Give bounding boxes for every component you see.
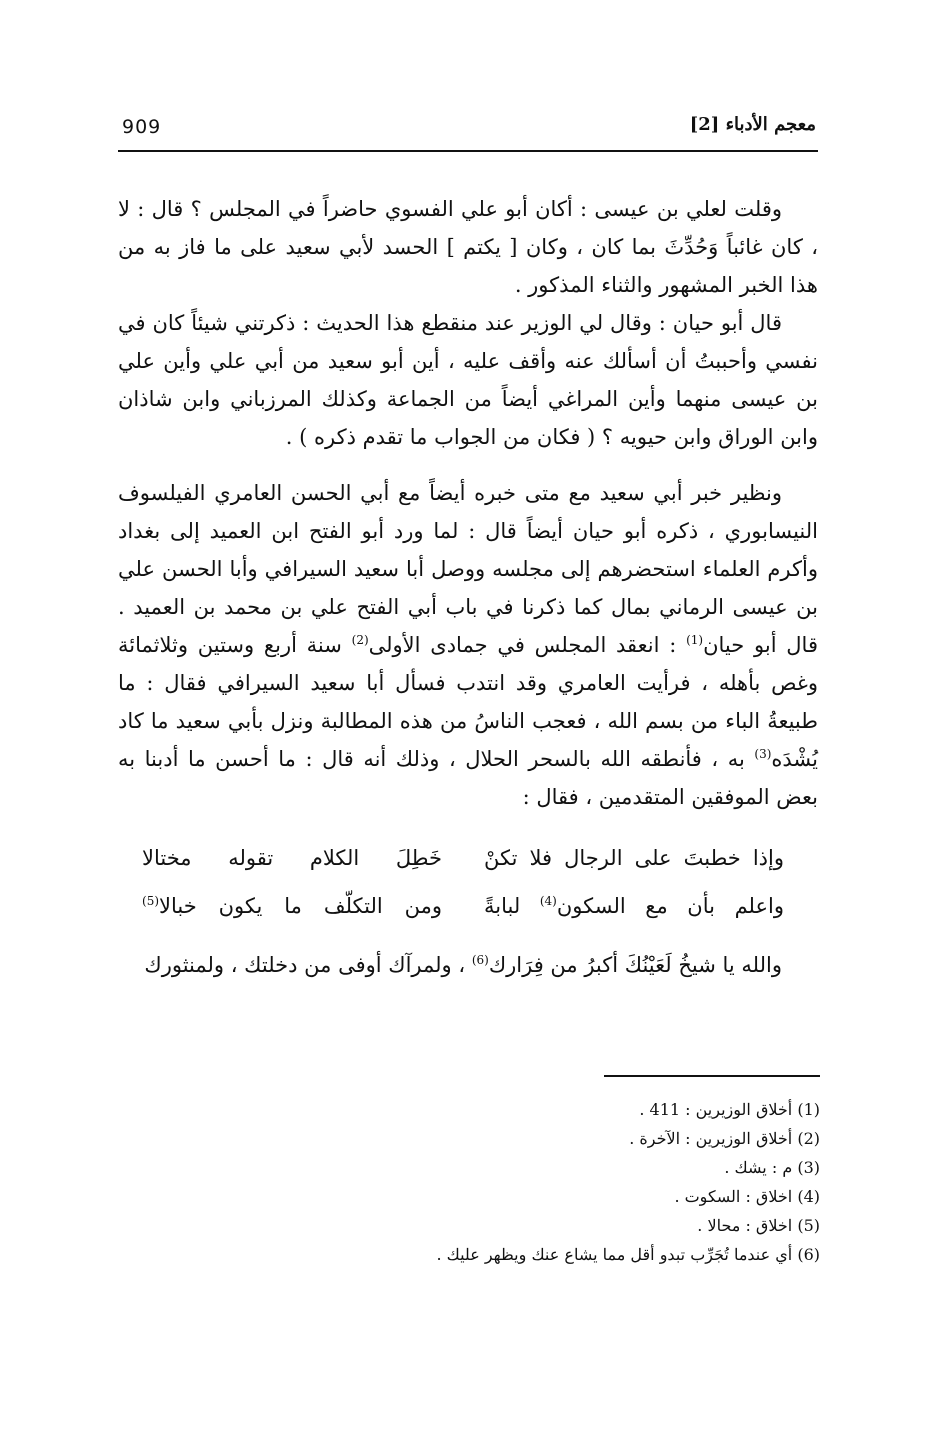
footnote-5: (5) اخلاق : محالا . <box>697 1216 820 1235</box>
footnote-6: (6) أي عندما تُجَرِّب تبدو أقل مما يشاع عنك ويظهر عليك . <box>436 1245 820 1264</box>
paragraph-1: وقلت لعلي بن عيسى : أكان أبو علي الفسوي حاضراً في المجلس ؟ قال : لا ، كان غائباً وَحُدِّثَ بما كان ، وكان [ يكتم ] الحسد لأبي سعيد على ما فاز به من هذا الخبر المشهور والثناء المذكور . <box>118 197 818 297</box>
footnote-1: (1) أخلاق الوزيرين : 411 . <box>639 1100 820 1119</box>
paragraph-3-text-d: به ، فأنطقه الله بالسحر الحلال ، وذلك أنه قال : ما أحسن ما أدبنا به بعض الموفقين المتقدمين ، فقال : <box>118 747 818 809</box>
verse-line-1 <box>118 834 818 882</box>
footnote-ref-5: (5) <box>142 894 160 908</box>
footnote-ref-3: (3) <box>754 747 772 761</box>
footnote-ref-6: (6) <box>471 953 489 967</box>
verse-2-second-text: ومن التكلّف ما يكون خبالا <box>159 894 442 918</box>
running-title: معجم الأدباء [2] <box>689 114 816 135</box>
paragraph-3-text-b: : انعقد المجلس في جمادى الأولى <box>368 633 687 657</box>
paragraph-3 <box>118 474 818 816</box>
verse-2-second-hemistich <box>142 882 442 930</box>
footnote-ref-4: (4) <box>539 894 557 908</box>
verse-2-first-text-b: لبابةً <box>484 894 540 918</box>
footnote-ref-1: (1) <box>686 633 704 647</box>
poem <box>118 834 818 930</box>
paragraph-4-text-a: والله يا شيخُ لَعَيْنُكَ أكبرُ من فِرَارك <box>488 953 782 977</box>
footnote-4: (4) اخلاق : السكوت . <box>674 1187 820 1206</box>
verse-1-first-hemistich: وإذا خطبتَ على الرجال فلا تكنْ <box>484 846 784 870</box>
verse-2-first-hemistich <box>484 882 784 930</box>
footnote-3: (3) م : يشك . <box>724 1158 820 1177</box>
paragraph-3-text-c: سنة أربع وستين وثلاثمائة وغص بأهله ، فرأيت العامري وقد انتدب فسأل أبا سعيد السيرافي فقال : ما طبيعةُ الباء من بسم الله ، فعجب الناسُ من هذه المطالبة ونزل بأبي سعيد ما كاد يُشْدَه <box>118 633 818 771</box>
paragraph-2: قال أبو حيان : وقال لي الوزير عند منقطع هذا الحديث : ذكرتني شيئاً كان في نفسي وأحببتُ أن أسألك عنه وأقف عليه ، أين أبو سعيد من أبي علي وأين علي بن عيسى منهما وأين المراغي أيضاً من الجماعة وكذلك المرزباني وابن شاذان وابن الوراق وابن حيويه ؟ ( فكان من الجواب ما تقدم ذكره ) . <box>118 311 818 449</box>
footnotes <box>300 1095 820 1269</box>
footnote-divider <box>604 1075 820 1077</box>
page-header <box>118 110 818 152</box>
verse-line-2 <box>118 882 818 930</box>
page-number: 909 <box>122 116 162 138</box>
footnote-2: (2) أخلاق الوزيرين : الآخرة . <box>629 1129 820 1148</box>
paragraph-4-text-b: ، ولمرآك أوفى من دخلتك ، ولمنثورك <box>144 953 472 977</box>
paragraph-4 <box>118 946 818 984</box>
verse-2-first-text-a: واعلم بأن مع السكون <box>556 894 784 918</box>
paragraph-3-text-a: ونظير خبر أبي سعيد مع متى خبره أيضاً مع أبي الحسن العامري الفيلسوف النيسابوري ، ذكره أبو حيان أيضاً قال : لما ورد أبو الفتح ابن العميد إلى بغداد وأكرم العلماء استحضرهم إلى مجلسه ووصل أبا سعيد السيرافي وأبا الحسن علي بن عيسى الرماني بمال كما ذكرنا في باب أبي الفتح علي بن محمد بن العميد . قال أبو حيان <box>118 481 818 657</box>
verse-1-second-hemistich: خَطِلَ الكلام تقوله مختالا <box>142 846 442 870</box>
footnote-ref-2: (2) <box>351 633 369 647</box>
main-text <box>118 190 818 984</box>
